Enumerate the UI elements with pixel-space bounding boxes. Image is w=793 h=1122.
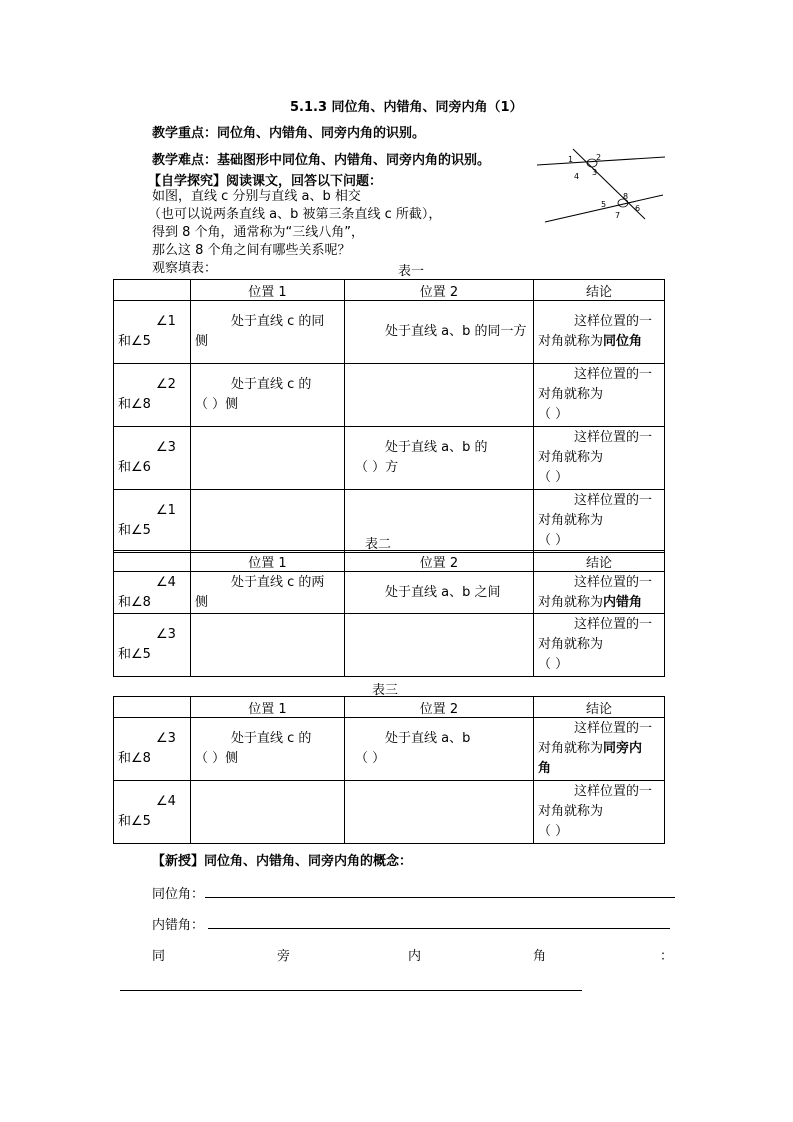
- table-header-row: [114, 551, 665, 572]
- conclusion-blank: （ ）: [538, 533, 569, 548]
- angle-pair-cell: [114, 301, 191, 364]
- table-3: [113, 696, 665, 844]
- angle-label: 8: [623, 192, 629, 201]
- angle-b: 和∠6: [118, 460, 151, 475]
- table-row: [114, 364, 665, 427]
- conclusion-line: 对角就称为: [538, 804, 604, 819]
- conclusion-blank: （ ）: [538, 470, 569, 485]
- table-row: [114, 781, 665, 844]
- header-conclusion: 结论: [534, 280, 665, 301]
- position-2-line: 处于直线 a、b: [385, 731, 471, 746]
- table3-caption: 表三: [372, 683, 399, 698]
- header-position-1: 位置 1: [191, 280, 345, 301]
- conclusion-blank: （ ）: [538, 407, 569, 422]
- angle-pair-cell: [114, 572, 191, 614]
- angle-label: 3: [592, 168, 598, 177]
- same-side-char: ：: [660, 949, 674, 964]
- position-1-cell: [191, 490, 345, 553]
- conclusion-line: [534, 332, 664, 352]
- conclusion-cell: [534, 490, 665, 553]
- conclusion-line: 这样位置的一: [574, 493, 653, 508]
- angle-b: 和∠5: [118, 814, 151, 829]
- position-1-cell: [191, 614, 345, 677]
- header-blank: [114, 280, 191, 301]
- conclusion-text: 对角就称为: [538, 334, 604, 349]
- angle-a: ∠3: [156, 627, 176, 642]
- angle-b: 和∠8: [118, 397, 151, 412]
- conclusion-line: [534, 739, 664, 759]
- corresponding-angle-blank[interactable]: [205, 897, 675, 898]
- angle-label: 1: [568, 155, 574, 164]
- position-2-line: （ ）: [355, 751, 386, 766]
- angle-b: 和∠8: [118, 751, 151, 766]
- angle-label: 4: [574, 172, 580, 181]
- table-header-row: [114, 280, 665, 301]
- position-2-line: （ ）方: [355, 460, 399, 475]
- conclusion-term: 同旁内: [603, 741, 643, 756]
- header-blank: [114, 551, 191, 572]
- angle-label: 6: [635, 204, 641, 213]
- conclusion-cell: [534, 718, 665, 781]
- conclusion-line: 这样位置的一: [574, 617, 653, 632]
- table-row: [114, 572, 665, 614]
- table-2: [113, 550, 665, 677]
- position-1-cell: [191, 301, 345, 364]
- angle-pair-cell: [114, 718, 191, 781]
- table-row: [114, 427, 665, 490]
- conclusion-cell: [534, 427, 665, 490]
- conclusion-line: 对角就称为: [538, 387, 604, 402]
- angle-a: ∠3: [156, 731, 176, 746]
- position-1-line: 处于直线 c 的: [231, 377, 312, 392]
- position-2-cell: [345, 427, 534, 490]
- header-position-2: 位置 2: [345, 280, 534, 301]
- conclusion-line: 对角就称为: [538, 450, 604, 465]
- position-2-cell: [345, 572, 534, 614]
- position-2-cell: [345, 718, 534, 781]
- conclusion-cell: [534, 614, 665, 677]
- conclusion-blank: （ ）: [538, 824, 569, 839]
- conclusion-line: 这样位置的一: [574, 430, 653, 445]
- difficult-point: 教学难点：基础图形中同位角、内错角、同旁内角的识别。: [152, 153, 491, 168]
- angle-pair-cell: [114, 490, 191, 553]
- position-2-cell: [345, 301, 534, 364]
- explore-heading: 【自学探究】阅读课文，回答以下问题：: [148, 174, 383, 189]
- angle-label: 5: [601, 200, 607, 209]
- table-row: [114, 301, 665, 364]
- angle-b: 和∠5: [118, 334, 151, 349]
- angle-b: 和∠8: [118, 594, 151, 610]
- angle-b: 和∠5: [118, 523, 151, 538]
- header-position-2: 位置 2: [345, 697, 534, 718]
- alternate-angle-blank[interactable]: [208, 928, 670, 929]
- angle-label: 2: [596, 153, 602, 162]
- position-1-cell: [191, 572, 345, 614]
- position-1-cell: [191, 364, 345, 427]
- angle-a: ∠4: [156, 574, 176, 590]
- intro-line-1: 如图，直线 c 分别与直线 a、b 相交: [152, 189, 361, 204]
- position-2-line: 处于直线 a、b 之间: [385, 584, 501, 600]
- angle-a: ∠4: [156, 794, 176, 809]
- conclusion-line: 对角就称为: [538, 513, 604, 528]
- conclusion-cell: [534, 781, 665, 844]
- conclusion-text: 对角就称为: [538, 594, 604, 610]
- same-side-char: 角: [533, 949, 547, 964]
- key-point: 教学重点：同位角、内错角、同旁内角的识别。: [152, 126, 426, 141]
- three-lines-figure: [535, 145, 670, 225]
- table-1: [113, 279, 665, 553]
- angle-a: ∠1: [156, 503, 176, 518]
- position-1-line: 侧: [195, 334, 209, 349]
- intro-line-3: 得到 8 个角，通常称为“三线八角”，: [152, 225, 365, 240]
- position-2-cell: [345, 364, 534, 427]
- new-concepts-heading: 【新授】同位角、内错角、同旁内角的概念：: [152, 854, 413, 869]
- position-1-line: 侧: [195, 594, 209, 610]
- conclusion-line: 对角就称为: [538, 637, 604, 652]
- same-side-char: 内: [408, 949, 422, 964]
- angle-pair-cell: [114, 427, 191, 490]
- conclusion-blank: （ ）: [538, 657, 569, 672]
- conclusion-cell: [534, 364, 665, 427]
- table-row: [114, 718, 665, 781]
- three-lines-diagram: [535, 145, 670, 225]
- same-side-char: 同: [152, 949, 166, 964]
- angle-pair-cell: [114, 781, 191, 844]
- conclusion-line: 这样位置的一: [574, 574, 653, 590]
- page-title: 5.1.3 同位角、内错角、同旁内角（1）: [290, 100, 523, 115]
- angle-pair-cell: [114, 614, 191, 677]
- angle-a: ∠2: [156, 377, 176, 392]
- corresponding-angle-label: 同位角：: [152, 887, 205, 902]
- header-position-1: 位置 1: [191, 697, 345, 718]
- position-1-line: 处于直线 c 的两: [231, 574, 325, 590]
- position-1-line: 处于直线 c 的: [231, 731, 312, 746]
- conclusion-text: 对角就称为: [538, 741, 604, 756]
- conclusion-line: 这样位置的一: [574, 721, 653, 736]
- position-1-line: （ ）侧: [195, 751, 239, 766]
- table-row: [114, 614, 665, 677]
- angle-label: 7: [615, 211, 621, 220]
- conclusion-term: 内错角: [603, 594, 643, 610]
- position-1-cell: [191, 427, 345, 490]
- position-1-cell: [191, 781, 345, 844]
- position-2-line: 处于直线 a、b 的同一方: [385, 324, 527, 339]
- intro-line-4: 那么这 8 个角之间有哪些关系呢？: [152, 243, 351, 258]
- angle-a: ∠1: [156, 314, 176, 329]
- conclusion-cell: [534, 572, 665, 614]
- header-blank: [114, 697, 191, 718]
- alternate-angle-label: 内错角：: [152, 918, 205, 933]
- position-2-line: 处于直线 a、b 的: [385, 440, 488, 455]
- position-1-line: 处于直线 c 的同: [231, 314, 325, 329]
- conclusion-line: [534, 593, 664, 613]
- table-header-row: [114, 697, 665, 718]
- angle-pair-cell: [114, 364, 191, 427]
- same-side-char: 旁: [277, 949, 291, 964]
- table2-caption: 表二: [365, 537, 392, 552]
- header-position-2: 位置 2: [345, 551, 534, 572]
- position-2-cell: [345, 614, 534, 677]
- conclusion-term: 同位角: [603, 334, 643, 349]
- conclusion-line: 这样位置的一: [574, 784, 653, 799]
- header-conclusion: 结论: [534, 551, 665, 572]
- intro-line-2: （也可以说两条直线 a、b 被第三条直线 c 所截），: [148, 207, 442, 222]
- angle-a: ∠3: [156, 440, 176, 455]
- conclusion-cell: [534, 301, 665, 364]
- table1-caption: 表一: [398, 264, 425, 279]
- position-1-line: （ ）侧: [195, 397, 239, 412]
- header-position-1: 位置 1: [191, 551, 345, 572]
- conclusion-line: 这样位置的一: [574, 367, 653, 382]
- observe-label: 观察填表：: [152, 261, 218, 276]
- conclusion-line: 这样位置的一: [574, 314, 653, 329]
- conclusion-term-end: 角: [538, 761, 552, 776]
- position-1-cell: [191, 718, 345, 781]
- angle-b: 和∠5: [118, 647, 151, 662]
- header-conclusion: 结论: [534, 697, 665, 718]
- position-2-cell: [345, 781, 534, 844]
- same-side-angle-blank[interactable]: [120, 990, 582, 991]
